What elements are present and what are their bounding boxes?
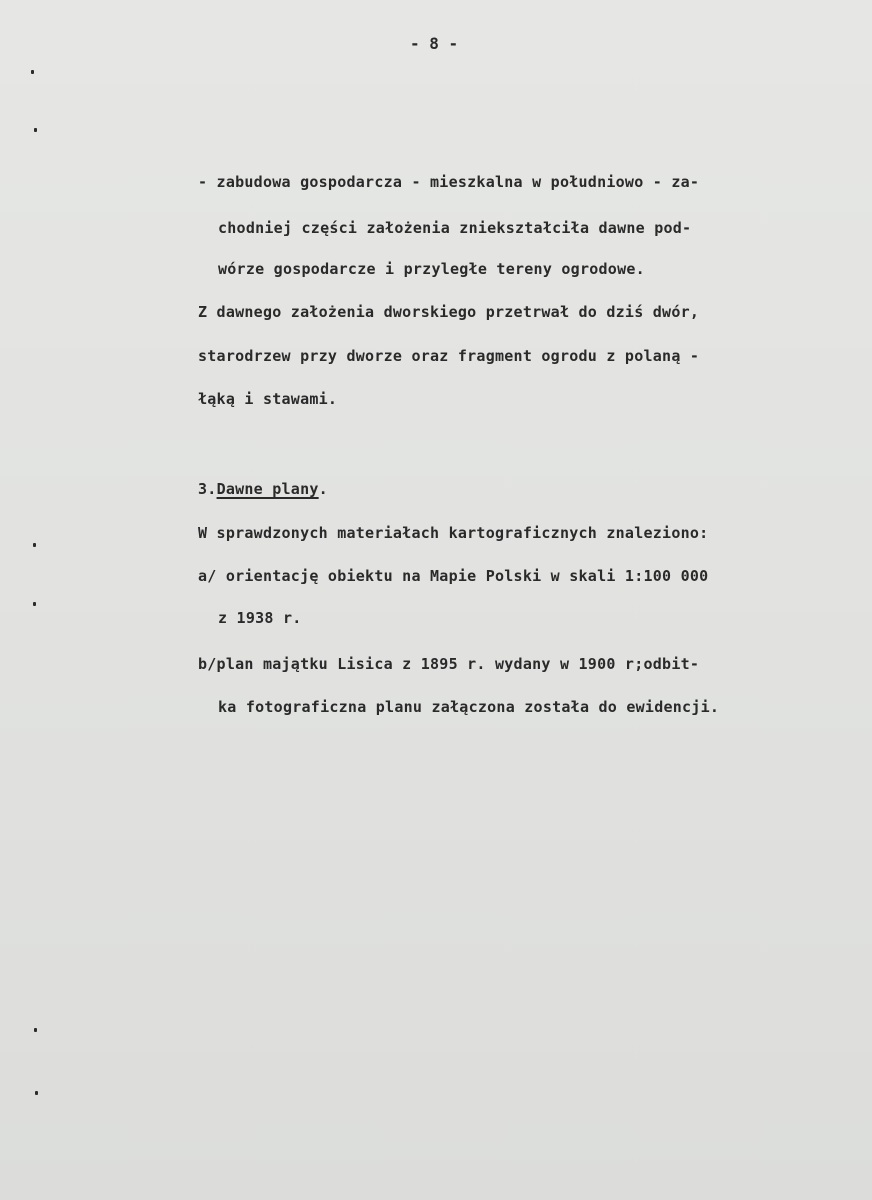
section3-item-a-line2: z 1938 r.	[218, 609, 302, 627]
margin-speck	[35, 1091, 38, 1095]
margin-speck	[33, 543, 36, 547]
margin-speck	[34, 1028, 37, 1032]
paragraph1-line5: starodrzew przy dworze oraz fragment ogrodu z polaną -	[198, 347, 700, 365]
paragraph1-line6: łąką i stawami.	[198, 390, 338, 408]
section3-heading	[198, 480, 328, 498]
section3-item-b-line2: ka fotograficzna planu załączona została do ewidencji.	[218, 698, 720, 716]
margin-speck	[31, 70, 34, 74]
section3-title-period: .	[318, 480, 328, 498]
section3-number: 3.	[198, 480, 217, 498]
paragraph1-line2: chodniej części założenia zniekształciła dawne pod-	[218, 219, 692, 237]
section3-item-b-line1: b/plan majątku Lisica z 1895 r. wydany w 1900 r;odbit-	[198, 655, 700, 673]
margin-speck	[34, 128, 37, 132]
paragraph1-line3: wórze gospodarcze i przyległe tereny ogrodowe.	[218, 260, 645, 278]
section3-intro: W sprawdzonych materiałach kartograficznych znaleziono:	[198, 524, 709, 542]
paragraph1-line4: Z dawnego założenia dworskiego przetrwał do dziś dwór,	[198, 303, 700, 321]
paragraph1-line1: - zabudowa gospodarcza - mieszkalna w południowo - za-	[198, 173, 700, 191]
page-number: - 8 -	[410, 34, 459, 53]
section3-title: Dawne plany	[216, 480, 319, 498]
margin-speck	[33, 602, 36, 606]
section3-item-a-line1: a/ orientację obiektu na Mapie Polski w skali 1:100 000	[198, 567, 709, 585]
